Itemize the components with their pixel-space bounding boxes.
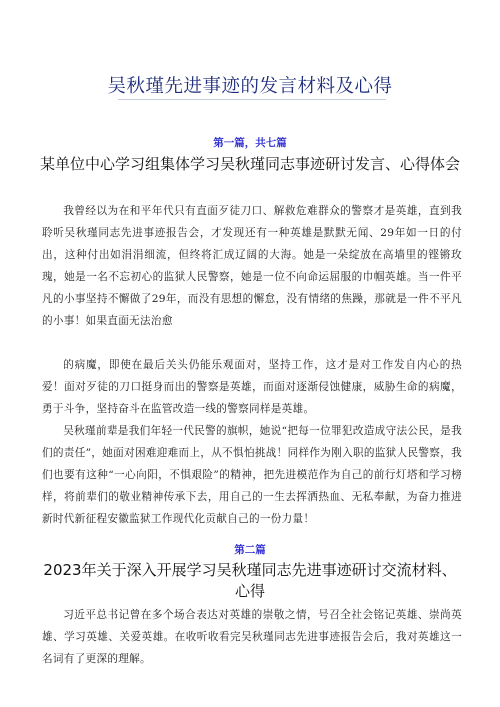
paragraph-1: 我曾经以为在和平年代只有直面歹徒刀口、解救危难群众的警察才是英雄，直到我聆听吴秋瑾同志先进事迹报告会，才发现还有一种英雄是默默无闻、29年如一日的付出，这种付出如涓涓细流，但终将汇成辽阔的大海。她是一朵绽放在高墙里的铿锵玫瑰，她是一名不忘初心的监狱人民警察，她是一位不向命运屈服的巾帼英雄。当一件平凡的小事坚持不懈做了29年，而没有思想的懈怠，没有情绪的焦躁，那就是一件不平凡的小事！如果直面无法治愈 (42, 205, 462, 327)
section-heading-1: 某单位中心学习组集体学习吴秋瑾同志事迹研讨发言、心得体会 (40, 155, 461, 173)
section-heading-2: 2023年关于深入开展学习吴秋瑾同志先进事迹研讨交流材料、心得 (43, 561, 457, 600)
paragraph-2: 的病魔，即使在最后关头仍能乐观面对，坚持工作，这才是对工作发自内心的热爱！面对歹徒的刀口挺身而出的警察是英雄，而面对逐渐侵蚀健康，威胁生命的病魔，勇于斗争，坚持奋斗在监管改造一线的警察同样是英雄。 (42, 359, 462, 415)
paragraph-3: 吴秋瑾前辈是我们年轻一代民警的旗帜，她说“把每一位罪犯改造成守法公民，是我们的责任”，她面对困难迎难而上，从不惧怕挑战！同样作为刚入职的监狱人民警察，我们也要有这种“一心向阳，不惧艰险”的精神，把先进模范作为自己的前行灯塔和学习榜样，将前辈们的敬业精神传承下去，用自己的一生去挥洒热血、无私奉献，为奋力推进新时代新征程安徽监狱工作现代化贡献自己的一份力量！ (42, 425, 462, 525)
paragraph-4: 习近平总书记曾在多个场合表达对英雄的崇敬之情，号召全社会铭记英雄、崇尚英雄、学习英雄、关爱英雄。在收听收看完吴秋瑾同志先进事迹报告会后，我对英雄这一名词有了更深的理解。 (42, 609, 462, 665)
title-divider (118, 99, 386, 100)
part-label-1: 第一篇，共七篇 (213, 137, 287, 149)
part-label-2: 第二篇 (234, 544, 266, 556)
document-title: 吴秋瑾先进事迹的发言材料及心得 (107, 76, 393, 97)
